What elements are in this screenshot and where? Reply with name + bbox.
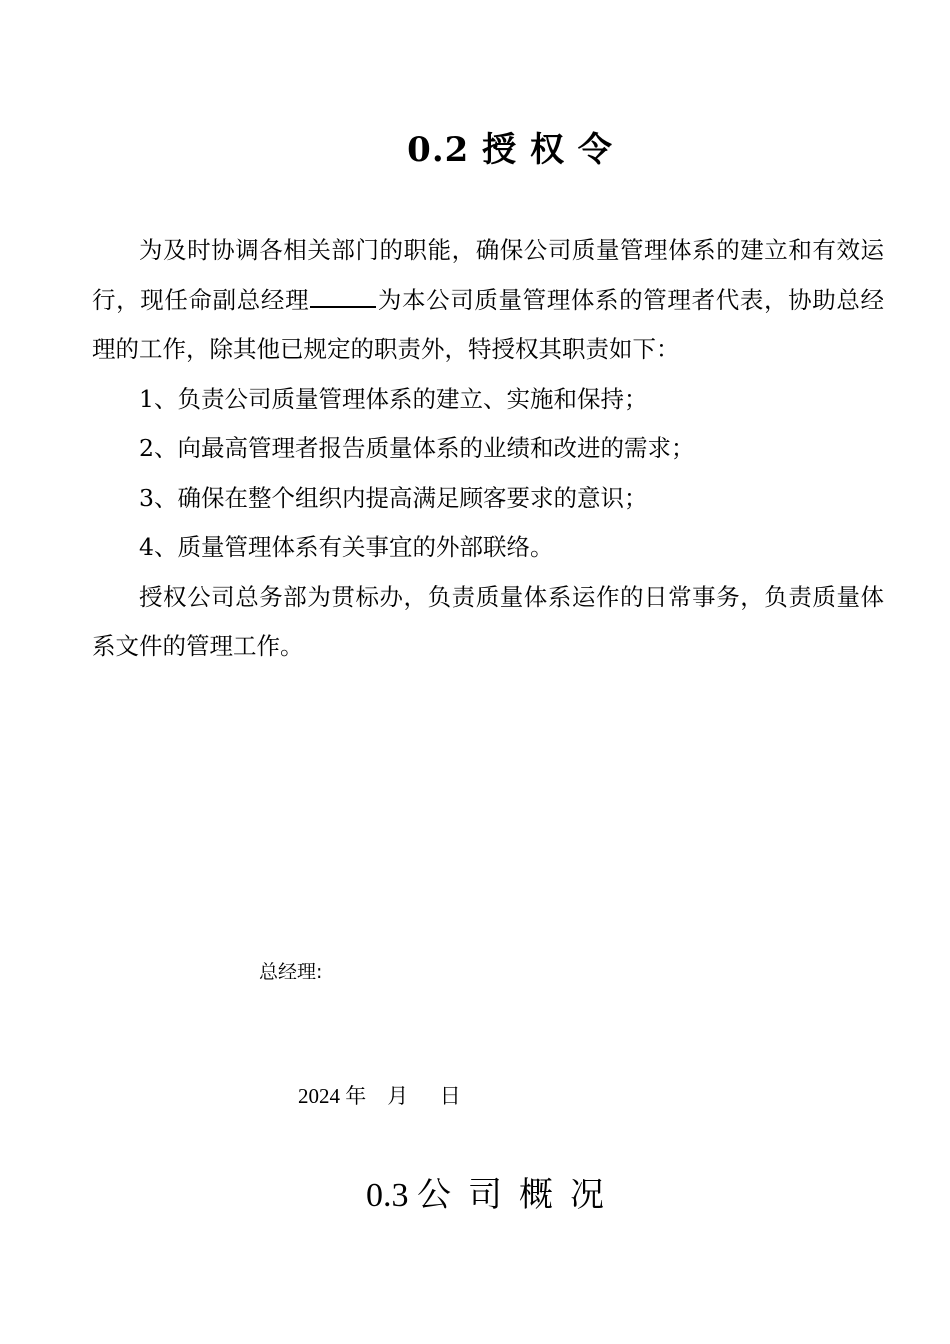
name-blank-underline [310,284,376,308]
intro-text-before-blank: 为及时协调各相关部门的职能，确保公司质量管理体系的建立和有效运行，现任命副总经理 [92,236,884,314]
closing-paragraph: 授权公司总务部为贯标办，负责质量体系运作的日常事务，负责质量体系文件的管理工作。 [92,582,884,660]
duty-item: 4、质量管理体系有关事宜的外部联络。 [139,533,554,561]
intro-paragraph [92,226,884,375]
date-line: 2024 年 月 日 [298,1084,461,1108]
signature-label: 总经理: [259,961,323,983]
duty-item: 3、确保在整个组织内提高满足顾客要求的意识； [139,483,648,512]
section-title: 0.2 授 权 令 [407,130,613,170]
next-section-title: 0.3 公 司 概 况 [366,1177,604,1214]
document-body [92,226,884,672]
duty-item: 1、负责公司质量管理体系的建立、实施和保持； [139,384,648,413]
duty-item: 2、向最高管理者报告质量体系的业绩和改进的需求； [139,434,695,462]
intro-text-after-blank: 为本公司质量管理体系的管理者代表，协助总经理的工作，除其他已规定的职责外，特授权其职责如下： [92,285,885,363]
